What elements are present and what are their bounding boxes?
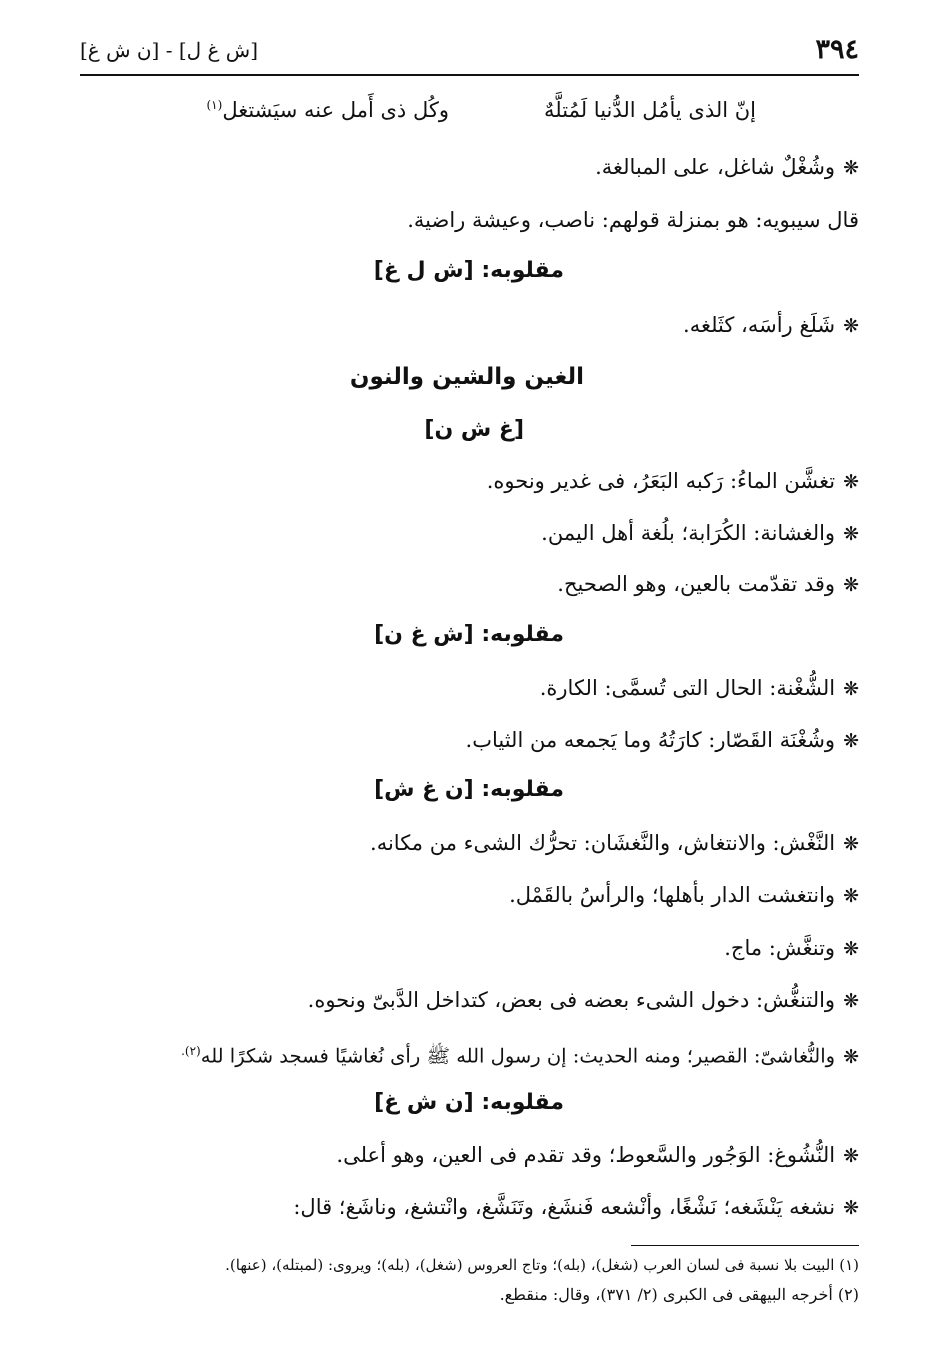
footnote: (٢) أخرجه البيهقى فى الكبرى (٢/ ٣٧١)، وقال: منقطع. [499, 1285, 859, 1304]
entry-text: والنُّغاشىّ: القصير؛ ومنه الحديث: إن رسول الله ﷺ رأى نُغاشيًا فسجد شكرًا لله [200, 1044, 836, 1068]
section-title: الغين والشين والنون [349, 364, 584, 390]
entry-text: شَلَغ رأسَه، كثَلغه. [683, 313, 836, 337]
page-number: ٣٩٤ [815, 34, 859, 65]
star-ornament-icon: ❋ [843, 1197, 859, 1219]
root-heading: [غ ش ن] [424, 417, 524, 442]
entry-line [466, 725, 859, 756]
entry-line [487, 466, 859, 497]
star-ornament-icon: ❋ [843, 1145, 859, 1167]
entry-line [293, 1192, 859, 1223]
entry-line [336, 1140, 859, 1171]
star-ornament-icon: ❋ [843, 315, 859, 337]
page-header [80, 28, 859, 76]
entry-line [541, 518, 859, 549]
star-ornament-icon: ❋ [843, 833, 859, 855]
entry-text: والغشانة: الكُرَابة؛ بلُغة أهل اليمن. [541, 521, 836, 545]
entry-line [407, 205, 859, 235]
entry-line [540, 673, 859, 704]
entry-text: نشغه يَنْشَغه؛ نَشْغًا، وأنْشعه فَنشَغ، وتَنَشَّغ، وانْتشغ، وناشَغ؛ قال: [293, 1195, 836, 1219]
entry-text: وشُغْنَة القَصّار: كارَتُهُ وما يَجمعه من الثياب. [465, 728, 836, 752]
entry-text: قال سيبويه: هو بمنزلة قولهم: ناصب، وعيشة راضية. [407, 208, 859, 232]
star-ornament-icon: ❋ [843, 990, 859, 1012]
star-ornament-icon: ❋ [843, 730, 859, 752]
star-ornament-icon: ❋ [843, 1045, 859, 1068]
entry-line [683, 310, 859, 341]
star-ornament-icon: ❋ [843, 523, 859, 545]
verse-first-hemistich: إنّ الذى يأمُل الدُّنيا لَمُتلَّهٌ [544, 98, 756, 122]
entry-text: والتنغُّش: دخول الشىء بعضه فى بعض، كتداخل الدَّبىّ ونحوه. [307, 988, 836, 1012]
star-ornament-icon: ❋ [843, 574, 859, 596]
running-head: [ش غ ل] - [ن ش غ] [80, 38, 259, 62]
star-ornament-icon: ❋ [843, 885, 859, 907]
footnote-divider [631, 1245, 859, 1246]
star-ornament-icon: ❋ [843, 678, 859, 700]
entry-text: وتنغَّش: ماج. [724, 936, 836, 960]
verse-second-hemistich [206, 98, 449, 122]
entry-line [509, 880, 859, 911]
entry-line [370, 828, 859, 859]
entry-line [557, 569, 859, 600]
star-ornament-icon: ❋ [843, 938, 859, 960]
entry-text: وشُغْلٌ شاغل، على المبالغة. [595, 155, 836, 179]
footnote-ref-1: (١) [206, 98, 223, 112]
entry-text: النَّغْش: والانتغاش، والنَّغشَان: تحرُّك الشىء من مكانه. [370, 831, 836, 855]
footnote: (١) البيت بلا نسبة فى لسان العرب (شغل)، (بله)؛ وتاج العروس (شغل)، (بله)؛ ويروى: (لمبتله)، (عنها). [225, 1256, 859, 1274]
entry-line [724, 933, 859, 964]
heading-maqlub: مقلوبه: [ش ل غ] [373, 258, 564, 283]
entry-text: الشُّغْنة: الحال التى تُسمَّى: الكارة. [539, 676, 836, 700]
heading-maqlub: مقلوبه: [ن ش غ] [374, 1090, 564, 1115]
entry-line [181, 1036, 859, 1072]
entry-line [308, 985, 859, 1016]
entry-line [595, 152, 859, 183]
heading-maqlub: مقلوبه: [ن غ ش] [374, 777, 564, 802]
entry-text: وانتغشت الدار بأهلها؛ والرأسُ بالقَمْل. [509, 883, 836, 907]
entry-text: وقد تقدّمت بالعين، وهو الصحيح. [557, 572, 836, 596]
entry-text: تغشَّن الماءُ: رَكبه البَعَرُ، فى غدير ونحوه. [486, 469, 836, 493]
star-ornament-icon: ❋ [843, 157, 859, 179]
footnote-ref-2: (٢). [181, 1044, 201, 1058]
verse-second-text: وكُل ذى أَمل عنه سيَشتغل [222, 98, 449, 122]
star-ornament-icon: ❋ [843, 471, 859, 493]
heading-maqlub: مقلوبه: [ش غ ن] [374, 622, 564, 647]
entry-text: النُّشُوغ: الوَجُور والسَّعوط؛ وقد تقدم فى العين، وهو أعلى. [336, 1143, 836, 1167]
